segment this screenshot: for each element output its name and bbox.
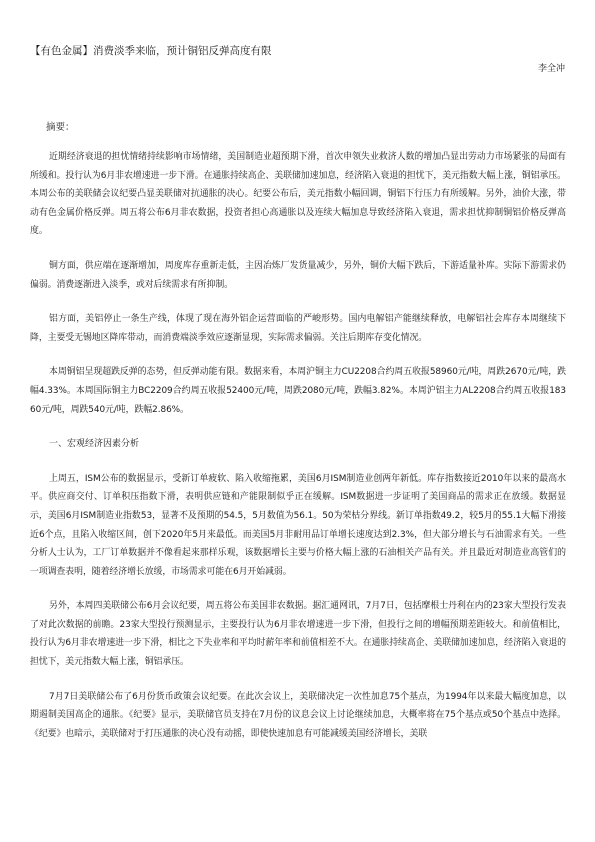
paragraph-copper: 铜方面，供应端在逐渐增加，周度库存重新走低，主因冶炼厂发货量减少，另外，铜价大幅下跌后，下游适量补库。实际下游需求仍偏弱。消费逐渐进入淡季，或对后续需求有所抑制。 — [30, 260, 566, 290]
paragraph-aluminum: 铝方面，美铝停止一条生产线，体现了现在海外铝企运营面临的严峻形势。国内电解铝产能继续释放，电解铝社会库存本周继续下降，主要受无锡地区降库带动，而消费端淡季效应逐渐显现，实际需求偏弱。关注后期库存变化情况。 — [30, 314, 566, 343]
paragraph-ism-data: 上周五，ISM公布的数据显示，受新订单疲软、陷入收缩拖累，美国6月ISM制造业创两年新低。库存指数接近2010年以来的最高水平。供应商交付、订单积压指数下滑，表明供应链和产能限制似乎正在缓解。ISM数据进一步证明了美国商品的需求正在放缓。数据显示，美国6月ISM制造业指数53，显著不及预期的54.5，5月数值为56.1。50为荣枯分界线。新订单指数49.2，较5月的55.1大幅下滑接近6个点，且陷入收缩区间，创下2020年5月来最低。而美国5月非耐用品订单增长速度达到2.3%，但大部分增长与石油需求有关。一些分析人士认为，工厂订单数据并不像看起来那样乐观，该数据增长主要与价格大幅上涨的石油相关产品有关。并且最近对制造业高管们的一项调查表明，随着经济增长放缓，市场需求可能在6月开始减弱。 — [30, 473, 566, 577]
document-title: 【有色金属】消费淡季来临，预计铜铝反弹高度有限 — [30, 45, 272, 57]
document-body — [30, 148, 566, 759]
paragraph-fomc-preview: 另外，本周四美联储公布6月会议纪要，周五将公布美国非农数据。据汇通网讯，7月7日，包括摩根士丹利在内的23家大型投行发表了对此次数据的前瞻。23家大型投行预测显示，主要投行认为6月非农增速进一步下滑，但投行之间的增幅预期差距较大。和前值相比，投行认为6月非农增速进一步下滑，相比之下失业率和平均时薪年率和前值相差不大。在通胀持续高企、美联储加速加息，经济陷入衰退的担忧下，美元指数大幅上涨，铜铝承压。 — [30, 601, 566, 668]
paragraph-macro-summary: 近期经济衰退的担忧情绪持续影响市场情绪，美国制造业超预期下滑，首次申领失业救济人数的增加凸显出劳动力市场紧张的局面有所缓和。投行认为6月非农增速进一步下滑。在通胀持续高企、美联储加速加息，经济陷入衰退的担忧下，美元指数大幅上涨，铜铝承压。本周公布的美联储会议纪要凸显美联储对抗通胀的决心。纪要公布后，美元指数小幅回调，铜铝下行压力有所缓解。另外，油价大涨，带动有色金属价格反弹。周五将公布6月非农数据，投资者担心高通胀以及连续大幅加息导致经济陷入衰退，需求担忧抑制铜铝价格反弹高度。 — [30, 152, 566, 237]
section-heading: 一、宏观经济因素分析 — [49, 439, 140, 450]
abstract-label: 摘要： — [46, 122, 75, 133]
author-name: 李全冲 — [537, 64, 565, 74]
paragraph-weekly-prices: 本周铜铝呈现超跌反弹的态势，但反弹动能有限。数据来看，本周沪铜主力CU2208合约周五收报58960元/吨，周跌2670元/吨，跌幅4.33%。本周国际铜主力BC2209合约周五收报52400元/吨，周跌2080元/吨，跌幅3.82%。本周沪铝主力AL2208合约周五收报18360元/吨，周跌540元/吨，跌幅2.86%。 — [30, 367, 566, 415]
paragraph-fomc-minutes: 7月7日美联储公布了6月份货币政策会议纪要。在此次会议上，美联储决定一次性加息75个基点，为1994年以来最大幅度加息，以期遏制美国高企的通胀。《纪要》显示，美联储官员支持在7月份的议息会议上讨论继续加息，大概率将在75个基点或50个基点中选择。《纪要》也暗示，美联储对于打压通胀的决心没有动摇，即使快速加息有可能减缓美国经济增长，美联 — [30, 691, 566, 739]
